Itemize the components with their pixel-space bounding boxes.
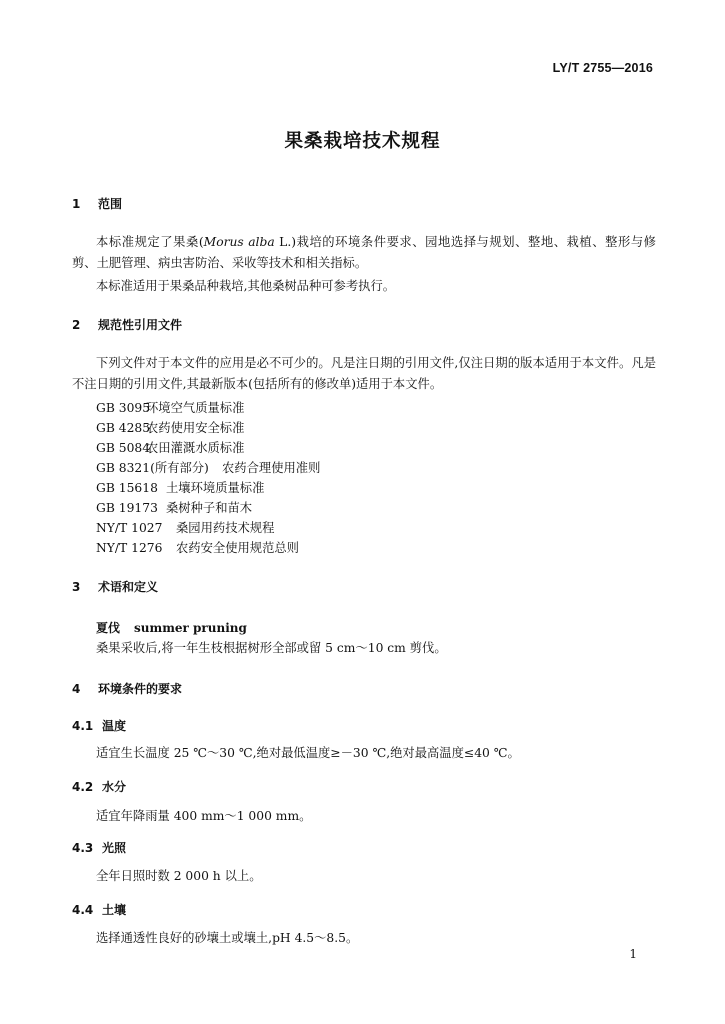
section-number: 1 — [72, 197, 81, 211]
temperature-requirement: 适宜生长温度 25 ℃～30 ℃,绝对最低温度≥－30 ℃,绝对最高温度≤40 ℃。 — [96, 746, 520, 760]
water-requirement: 适宜年降雨量 400 mm～1 000 mm。 — [96, 809, 312, 823]
section-1-paragraph-1 — [72, 232, 656, 274]
reference-item — [96, 418, 244, 436]
reference-name: 土壤环境质量标准 — [166, 481, 265, 495]
section-number: 4.3 — [72, 841, 94, 855]
reference-name: 农田灌溉水质标准 — [146, 441, 245, 455]
reference-code: GB 4285 — [96, 421, 151, 435]
section-number: 2 — [72, 318, 81, 332]
section-title: 术语和定义 — [98, 580, 159, 594]
reference-item — [96, 498, 252, 516]
sunlight-requirement: 全年日照时数 2 000 h 以上。 — [96, 869, 262, 883]
reference-code: GB 15618 — [96, 481, 158, 495]
reference-item — [96, 478, 264, 496]
section-3-heading — [72, 578, 158, 595]
reference-name: 农药合理使用准则 — [222, 461, 321, 475]
section-number: 4.2 — [72, 780, 94, 794]
section-2-intro: 下列文件对于本文件的应用是必不可少的。凡是注日期的引用文件,仅注日期的版本适用于本文件。凡是不注日期的引用文件,其最新版本(包括所有的修改单)适用于本文件。 — [72, 356, 656, 391]
section-number: 4.1 — [72, 719, 94, 733]
reference-code: GB 8321(所有部分) — [96, 461, 209, 475]
term-definition: 桑果采收后,将一年生枝根据树形全部或留 5 cm～10 cm 剪伐。 — [96, 641, 447, 655]
section-1-paragraph-2: 本标准适用于果桑品种栽培,其他桑树品种可参考执行。 — [96, 279, 396, 293]
section-2-heading — [72, 316, 182, 333]
reference-name: 农药使用安全标准 — [146, 421, 245, 435]
reference-code: NY/T 1276 — [96, 541, 163, 555]
reference-code: NY/T 1027 — [96, 521, 163, 535]
soil-requirement: 选择通透性良好的砂壤土或壤土,pH 4.5～8.5。 — [96, 931, 359, 945]
term-entry — [96, 619, 247, 636]
section-number: 4 — [72, 682, 81, 696]
subsection-4-4-heading — [72, 901, 126, 918]
reference-code: GB 19173 — [96, 501, 158, 515]
latin-species-name: Morus alba — [203, 235, 275, 249]
section-title: 土壤 — [102, 903, 127, 917]
reference-item — [96, 398, 244, 416]
subsection-4-2-heading — [72, 778, 126, 795]
section-title: 光照 — [102, 841, 127, 855]
reference-item — [96, 538, 299, 556]
section-4-heading — [72, 680, 182, 697]
section-title: 温度 — [102, 719, 127, 733]
section-title: 环境条件的要求 — [98, 682, 183, 696]
standard-code: LY/T 2755—2016 — [552, 61, 653, 75]
section-1-heading — [72, 195, 122, 212]
section-title: 范围 — [98, 197, 123, 211]
reference-item — [96, 438, 244, 456]
section-title: 水分 — [102, 780, 127, 794]
reference-code: GB 3095 — [96, 401, 151, 415]
paragraph-text: L.)栽培的环境条件要求、园地选择与规划、整地、栽植、整形与修剪、土肥管理、病虫害防治、采收等技术和相关指标。 — [72, 235, 656, 270]
term-chinese: 夏伐 — [96, 621, 121, 635]
reference-item — [96, 518, 274, 536]
reference-item — [96, 458, 320, 476]
section-title: 规范性引用文件 — [98, 318, 183, 332]
reference-name: 环境空气质量标准 — [146, 401, 245, 415]
subsection-4-1-heading — [72, 717, 126, 734]
subsection-4-3-heading — [72, 839, 126, 856]
document-title: 果桑栽培技术规程 — [284, 131, 441, 152]
page-number: 1 — [629, 947, 637, 961]
paragraph-text: 本标准规定了果桑( — [96, 235, 204, 249]
reference-name: 桑园用药技术规程 — [176, 521, 275, 535]
section-number: 3 — [72, 580, 81, 594]
reference-name: 桑树种子和苗木 — [166, 501, 253, 515]
term-english: summer pruning — [134, 621, 247, 635]
reference-name: 农药安全使用规范总则 — [176, 541, 299, 555]
section-number: 4.4 — [72, 903, 94, 917]
reference-code: GB 5084 — [96, 441, 151, 455]
